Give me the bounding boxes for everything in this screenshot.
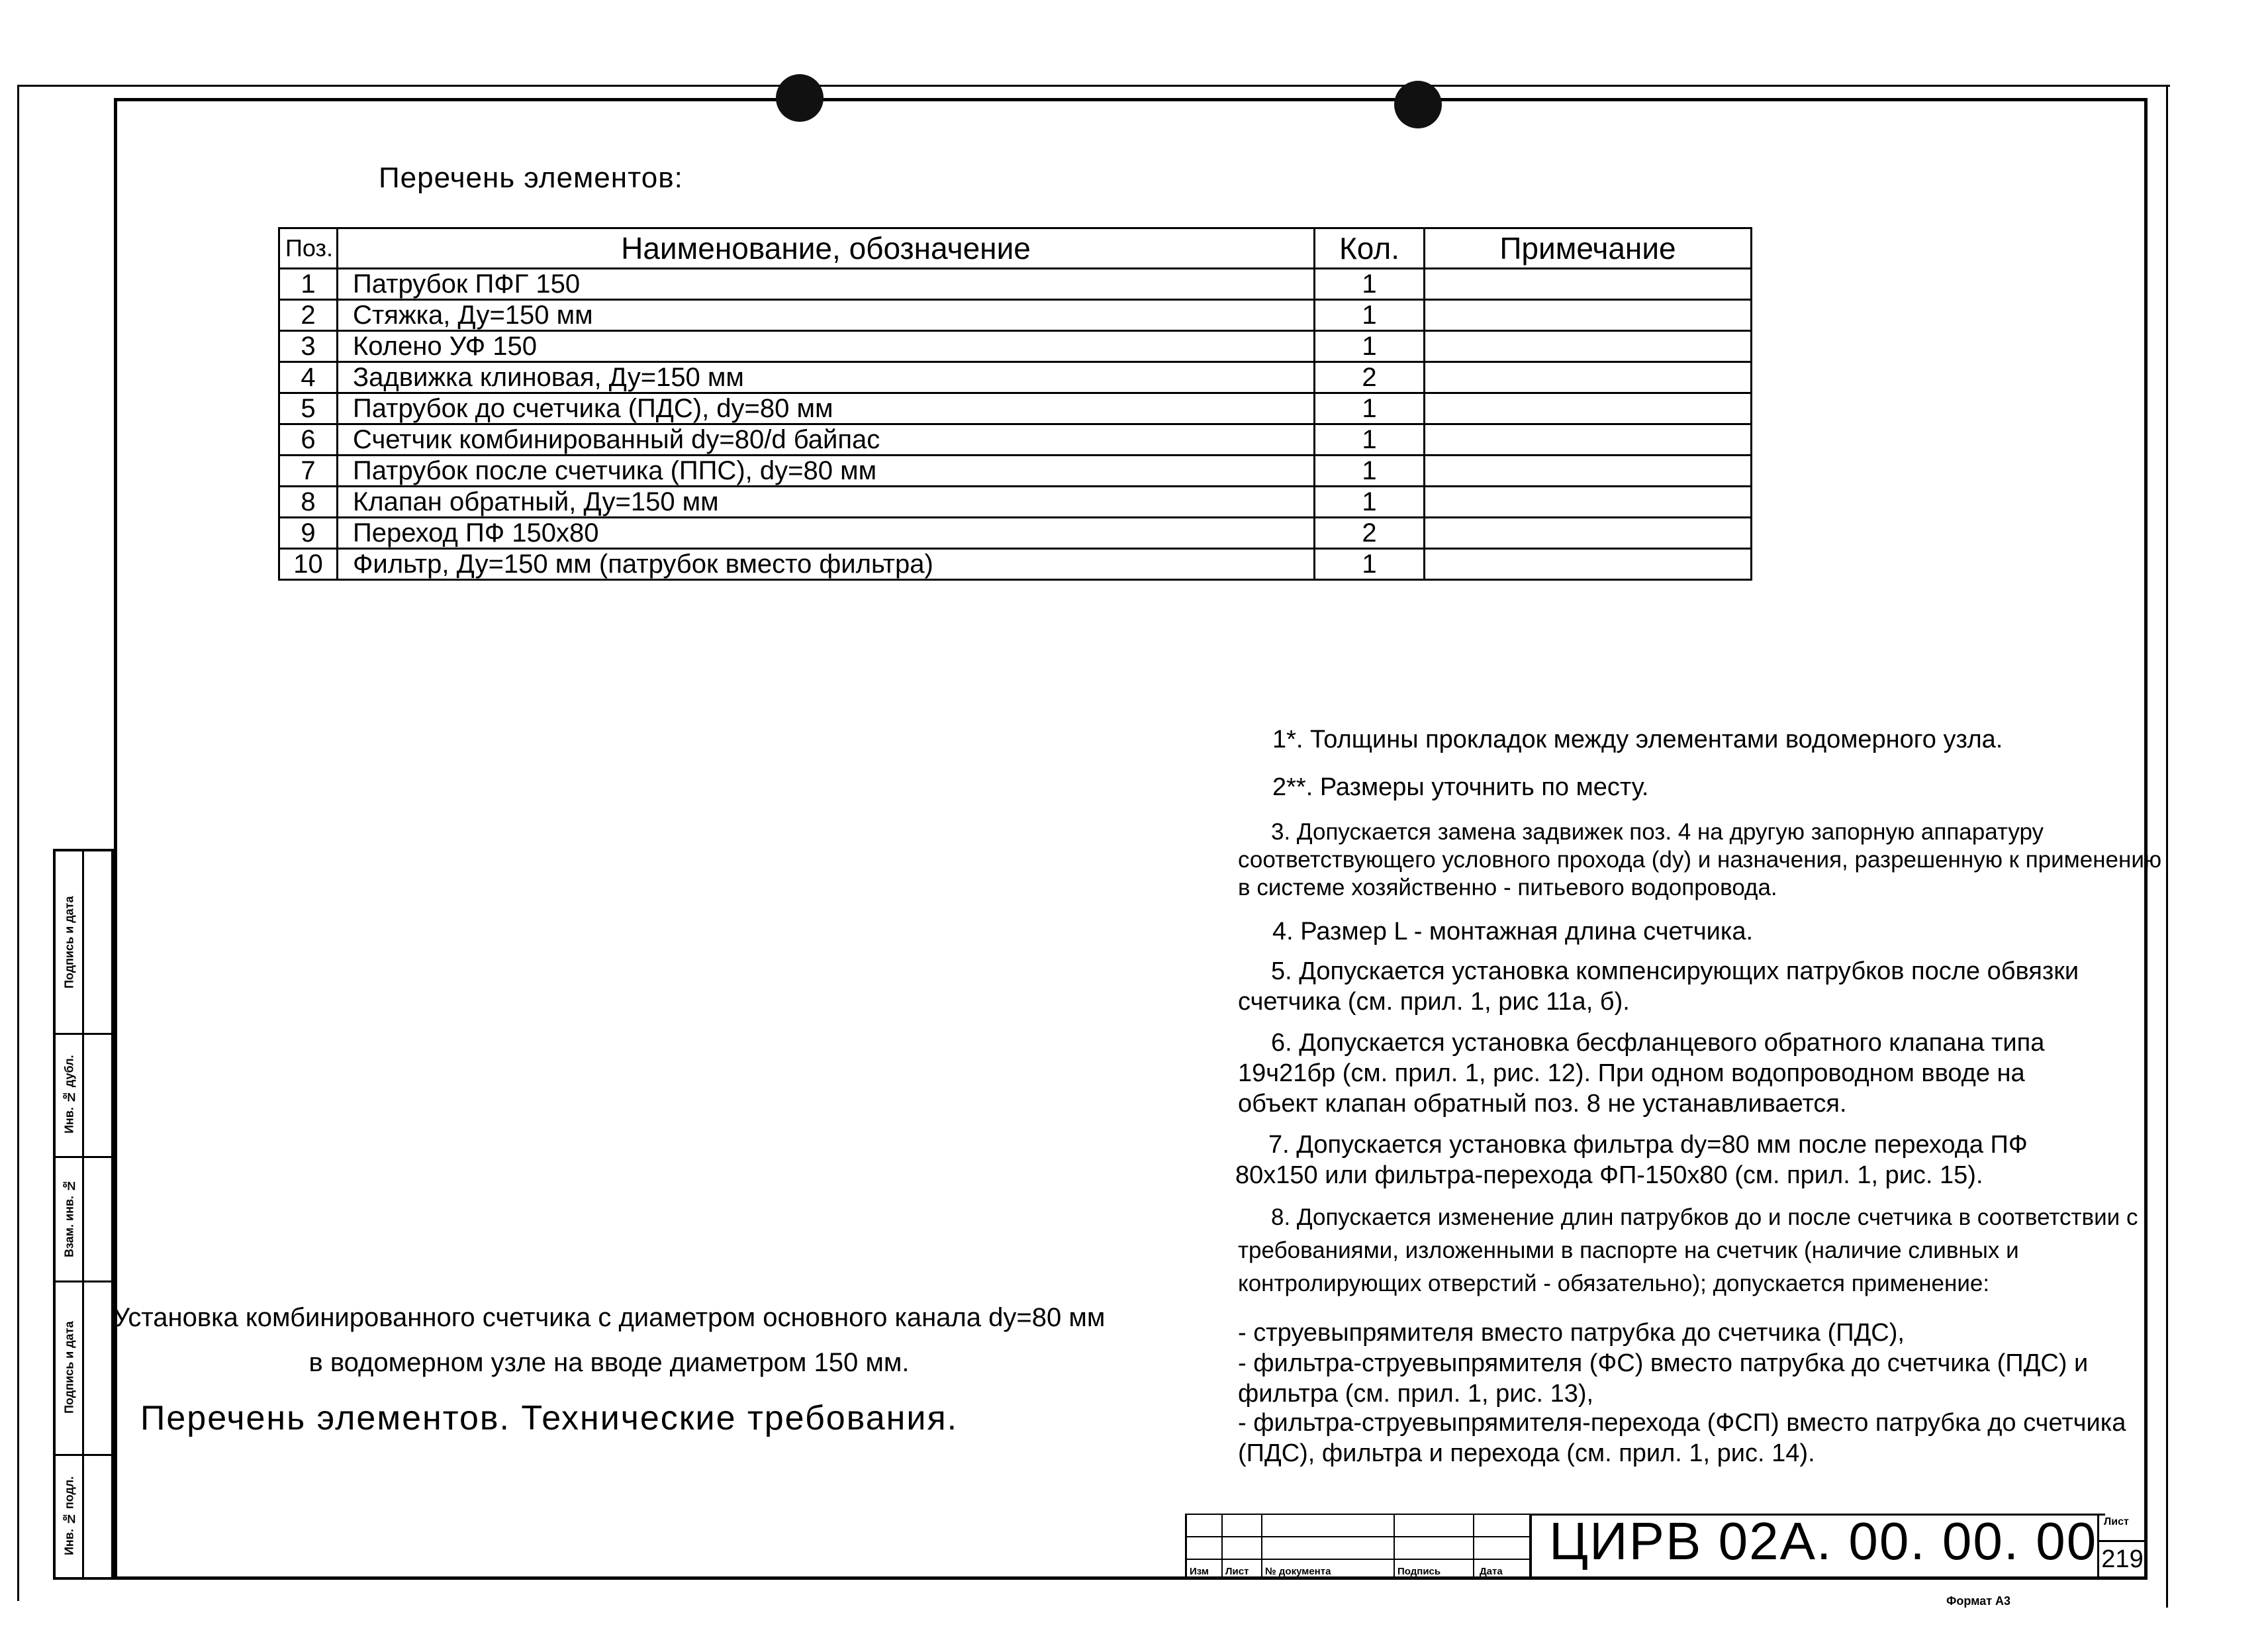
cell-note (1425, 487, 1752, 518)
note-8-item-2: - фильтра-струевыпрямителя (ФС) вместо патрубка до счетчика (ПДС) и фильтра (см. прил. 1, рис. 13), (1238, 1349, 2089, 1408)
strip-label: Инв. № подл. (62, 1476, 76, 1555)
cell-name: Счетчик комбинированный dy=80/d байпас (338, 424, 1315, 456)
cell-name: Патрубок до счетчика (ПДС), dy=80 мм (338, 393, 1315, 424)
cell-pos: 1 (279, 269, 338, 300)
drawing-caption-line-1: Установка комбинированного счетчика с диаметром основного канала dy=80 мм (113, 1303, 1106, 1332)
cell-pos: 9 (279, 518, 338, 549)
strip-divider-vertical (82, 851, 84, 1577)
cell-qty: 2 (1315, 362, 1425, 393)
note-6: 6. Допускается установка бесфланцевого обратного клапана типа 19ч21бр (см. прил. 1, рис. 12). При одном водопроводном вводе на объект клапан обратный поз. 8 не устанавливается. (1238, 1029, 2045, 1118)
cell-qty: 1 (1315, 549, 1425, 580)
cell-name: Стяжка, Ду=150 мм (338, 300, 1315, 331)
drawing-caption-line-2: в водомерном узле на вводе диаметром 150 мм. (308, 1348, 910, 1377)
table-row (279, 518, 1752, 549)
strip-label: Инв. № дубл. (62, 1055, 76, 1134)
cell-qty: 1 (1315, 456, 1425, 487)
header-pos: Поз. (279, 228, 338, 269)
cell-pos: 7 (279, 456, 338, 487)
cell-qty: 1 (1315, 393, 1425, 424)
cell-name: Колено УФ 150 (338, 331, 1315, 362)
cell-name: Патрубок после счетчика (ППС), dy=80 мм (338, 456, 1315, 487)
table-row (279, 393, 1752, 424)
note-1: 1*. Толщины прокладок между элементами водомерного узла. (1272, 726, 2003, 753)
cell-note (1425, 362, 1752, 393)
strip-label: Подпись и дата (62, 896, 76, 989)
table-row (279, 487, 1752, 518)
cell-qty: 1 (1315, 487, 1425, 518)
table-row (279, 549, 1752, 580)
outer-frame-top (17, 85, 2170, 87)
elements-table (278, 227, 1752, 581)
approval-strip (53, 849, 114, 1580)
note-2: 2**. Размеры уточнить по месту. (1272, 773, 1649, 801)
elements-list-heading: Перечень элементов: (379, 162, 683, 194)
header-qty: Кол. (1315, 228, 1425, 269)
cell-note (1425, 424, 1752, 456)
tb-col-line (1261, 1514, 1262, 1580)
cell-qty: 1 (1315, 269, 1425, 300)
cell-name: Задвижка клиновая, Ду=150 мм (338, 362, 1315, 393)
cell-note (1425, 518, 1752, 549)
tb-label-date: Дата (1480, 1566, 1503, 1577)
cell-pos: 3 (279, 331, 338, 362)
cell-note (1425, 456, 1752, 487)
tb-row-line (1187, 1536, 1529, 1537)
cell-note (1425, 300, 1752, 331)
document-number: ЦИРВ 02А. 00. 00. 00 (1549, 1512, 2098, 1570)
sheet-label: Лист (2104, 1516, 2129, 1527)
tb-label-signature: Подпись (1397, 1566, 1441, 1577)
sheet-box-divider (2097, 1540, 2148, 1542)
tb-col-line (1473, 1514, 1474, 1580)
header-note: Примечание (1425, 228, 1752, 269)
tb-row-line (1187, 1559, 1529, 1560)
cell-pos: 2 (279, 300, 338, 331)
note-3: 3. Допускается замена задвижек поз. 4 на другую запорную аппаратуру соответствующего условного прохода (dy) и назначения, разрешенную к применению в системе хозяйственно - питьевого водопровода. (1238, 819, 2162, 900)
table-row (279, 362, 1752, 393)
cell-qty: 1 (1315, 300, 1425, 331)
format-label: Формат А3 (1946, 1594, 2011, 1608)
tb-col-line (1221, 1514, 1223, 1580)
table-row (279, 331, 1752, 362)
punch-hole-left (776, 74, 824, 122)
note-7: 7. Допускается установка фильтра dy=80 мм после перехода ПФ 80х150 или фильтра-перехода ФП-150х80 (см. прил. 1, рис. 15). (1235, 1131, 2028, 1189)
table-row (279, 424, 1752, 456)
cell-qty: 1 (1315, 331, 1425, 362)
table-row (279, 300, 1752, 331)
sheet-number: 219 (2101, 1545, 2144, 1573)
cell-note (1425, 331, 1752, 362)
tb-row-line (1187, 1514, 1529, 1515)
note-8-item-3: - фильтра-струевыпрямителя-перехода (ФСП) вместо патрубка до счетчика (ПДС), фильтра и перехода (см. прил. 1, рис. 14). (1238, 1409, 2126, 1467)
cell-note (1425, 393, 1752, 424)
cell-name: Фильтр, Ду=150 мм (патрубок вместо фильтра) (338, 549, 1315, 580)
strip-label: Взам. инв. № (62, 1179, 76, 1258)
note-5: 5. Допускается установка компенсирующих патрубков после обвязки счетчика (см. прил. 1, рис 11а, б). (1238, 957, 2079, 1016)
cell-qty: 2 (1315, 518, 1425, 549)
header-name: Наименование, обозначение (338, 228, 1315, 269)
cell-pos: 4 (279, 362, 338, 393)
title-block-grid (1185, 1514, 1529, 1580)
punch-hole-right (1394, 81, 1442, 128)
cell-pos: 5 (279, 393, 338, 424)
tb-label-document: № документа (1265, 1566, 1331, 1577)
strip-label: Подпись и дата (62, 1321, 76, 1414)
tb-col-line (1394, 1514, 1395, 1580)
cell-name: Переход ПФ 150х80 (338, 518, 1315, 549)
cell-note (1425, 269, 1752, 300)
cell-pos: 8 (279, 487, 338, 518)
outer-frame-left (17, 85, 19, 1601)
cell-name: Клапан обратный, Ду=150 мм (338, 487, 1315, 518)
cell-name: Патрубок ПФГ 150 (338, 269, 1315, 300)
cell-pos: 10 (279, 549, 338, 580)
tb-label-izm: Изм (1190, 1566, 1209, 1577)
drawing-title: Перечень элементов. Технические требования. (140, 1399, 959, 1437)
table-row (279, 456, 1752, 487)
note-8-item-1: - струевыпрямителя вместо патрубка до счетчика (ПДС), (1238, 1319, 1905, 1347)
tb-label-list: Лист (1225, 1566, 1249, 1577)
note-4: 4. Размер L - монтажная длина счетчика. (1272, 918, 1754, 945)
table-header-row (279, 228, 1752, 269)
cell-note (1425, 549, 1752, 580)
table-row (279, 269, 1752, 300)
note-8: 8. Допускается изменение длин патрубков до и после счетчика в соответствии с требованиями, изложенными в паспорте на счетчик (наличие сливных и контролирующих отверстий - обязательно); допускается применение: (1238, 1204, 2138, 1296)
cell-qty: 1 (1315, 424, 1425, 456)
cell-pos: 6 (279, 424, 338, 456)
